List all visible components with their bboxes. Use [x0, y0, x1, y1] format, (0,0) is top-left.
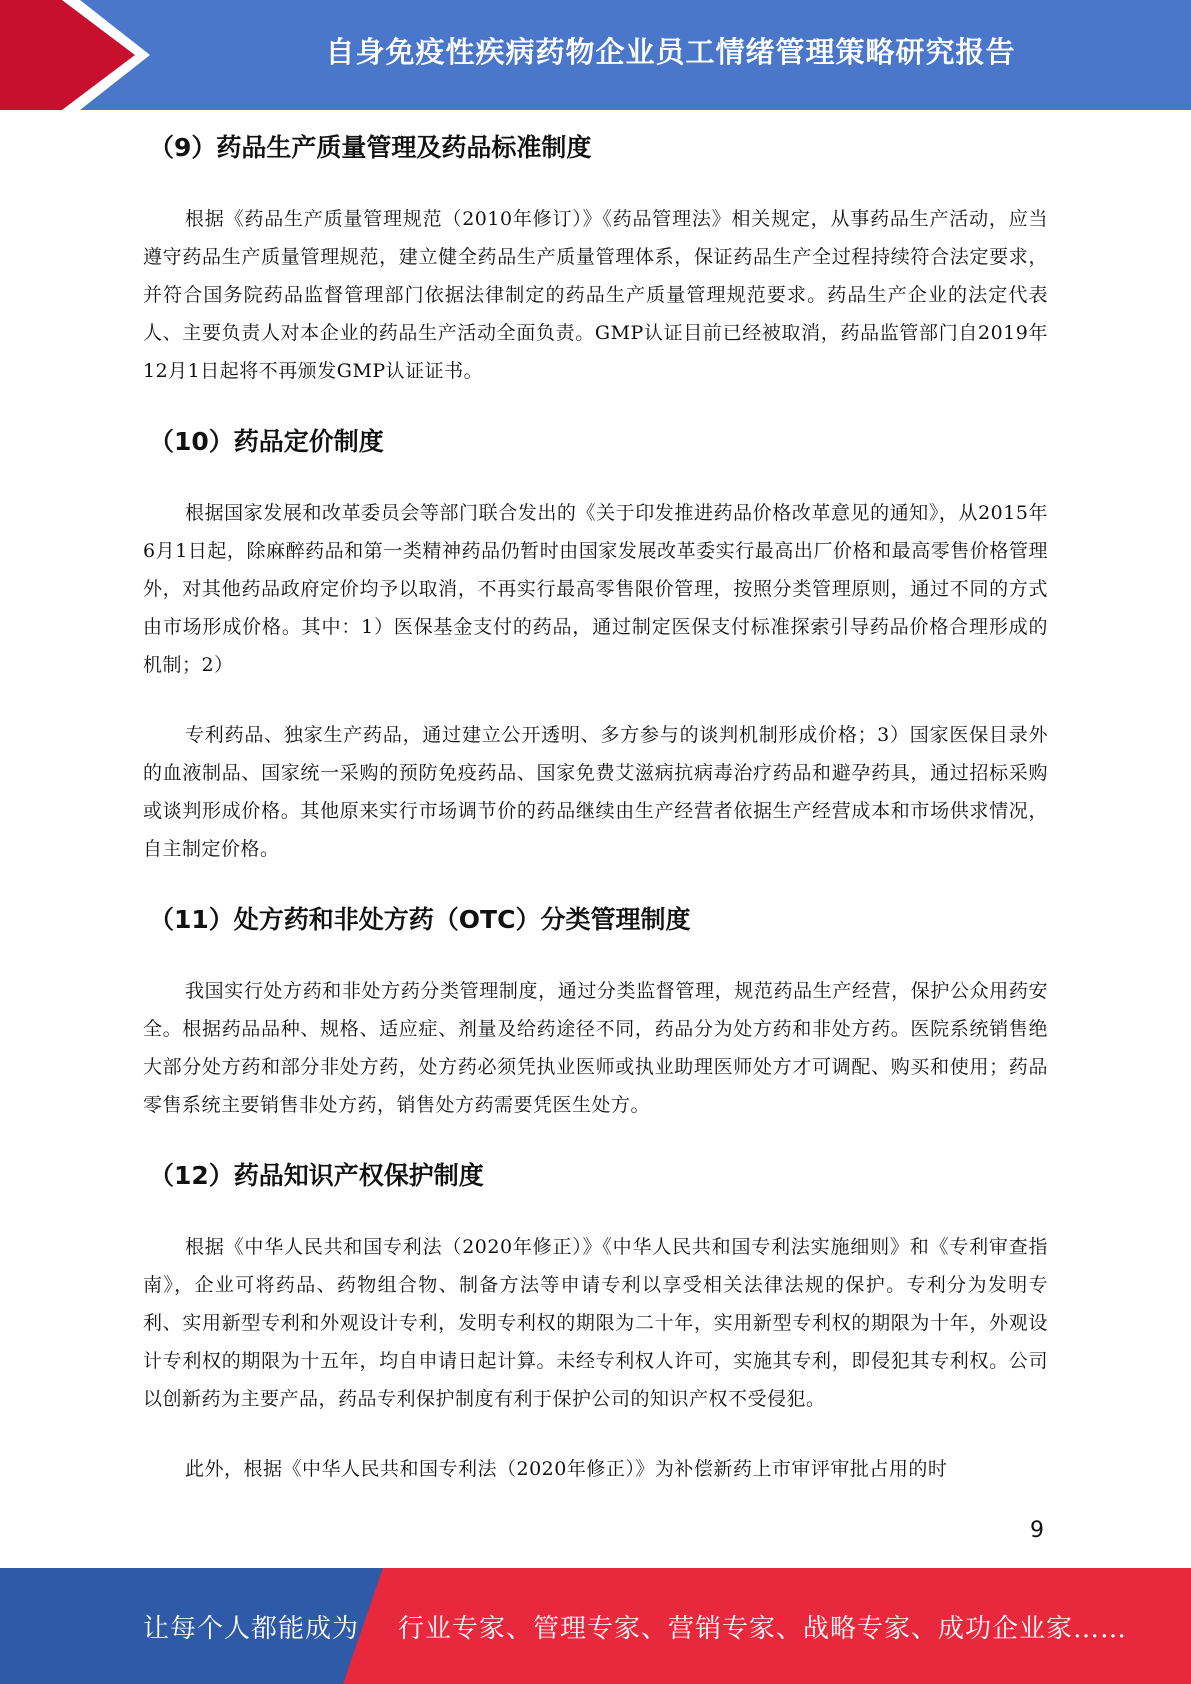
document-body: [143, 128, 1048, 1520]
section-9: [143, 128, 1048, 390]
page-header: [0, 0, 1191, 110]
paragraph: 根据《中华人民共和国专利法（2020年修正）》《中华人民共和国专利法实施细则》和《专利审查指南》，企业可将药品、药物组合物、制备方法等申请专利以享受相关法律法规的保护。专利分为发明专利、实用新型专利和外观设计专利，发明专利权的期限为二十年，实用新型专利权的期限为十年，外观设计专利权的期限为十五年，均自申请日起计算。未经专利权人许可，实施其专利，即侵犯其专利权。公司以创新药为主要产品，药品专利保护制度有利于保护公司的知识产权不受侵犯。: [143, 1236, 1048, 1410]
report-title: 自身免疫性疾病药物企业员工情绪管理策略研究报告: [325, 34, 1016, 69]
paragraph: 我国实行处方药和非处方药分类管理制度，通过分类监督管理，规范药品生产经营，保护公众用药安全。根据药品品种、规格、适应症、剂量及给药途径不同，药品分为处方药和非处方药。医院系统销售绝大部分处方药和部分非处方药，处方药必须凭执业医师或执业助理医师处方才可调配、购买和使用；药品零售系统主要销售非处方药，销售处方药需要凭医生处方。: [143, 980, 1048, 1116]
footer-slogan-right: 行业专家、管理专家、营销专家、战略专家、成功企业家……: [398, 1613, 1128, 1644]
section-heading: （12）药品知识产权保护制度: [149, 1161, 484, 1190]
section-10: [143, 422, 1048, 868]
paragraph: 此外，根据《中华人民共和国专利法（2020年修正）》为补偿新药上市审评审批占用的时: [185, 1458, 948, 1480]
section-heading: （11）处方药和非处方药（OTC）分类管理制度: [149, 905, 691, 934]
section-heading: （9）药品生产质量管理及药品标准制度: [149, 133, 592, 162]
header-chevron-decoration: [0, 0, 150, 110]
section-heading: （10）药品定价制度: [149, 427, 384, 456]
paragraph: 根据国家发展和改革委员会等部门联合发出的《关于印发推进药品价格改革意见的通知》，从2015年6月1日起，除麻醉药品和第一类精神药品仍暂时由国家发展改革委实行最高出厂价格和最高零售价格管理外，对其他药品政府定价均予以取消，不再实行最高零售限价管理，按照分类管理原则，通过不同的方式由市场形成价格。其中：1）医保基金支付的药品，通过制定医保支付标准探索引导药品价格合理形成的机制；2）: [143, 502, 1048, 676]
page-footer: [0, 1568, 1191, 1684]
section-12: [143, 1156, 1048, 1488]
section-11: [143, 900, 1048, 1124]
page-number: 9: [1030, 1518, 1044, 1543]
paragraph: 专利药品、独家生产药品，通过建立公开透明、多方参与的谈判机制形成价格；3）国家医保目录外的血液制品、国家统一采购的预防免疫药品、国家免费艾滋病抗病毒治疗药品和避孕药具，通过招标采购或谈判形成价格。其他原来实行市场调节价的药品继续由生产经营者依据生产经营成本和市场供求情况，自主制定价格。: [143, 724, 1048, 860]
footer-slogan-left: 让每个人都能成为: [143, 1613, 360, 1644]
paragraph: 根据《药品生产质量管理规范（2010年修订）》《药品管理法》相关规定，从事药品生产活动，应当遵守药品生产质量管理规范，建立健全药品生产质量管理体系，保证药品生产全过程持续符合法定要求，并符合国务院药品监督管理部门依据法律制定的药品生产质量管理规范要求。药品生产企业的法定代表人、主要负责人对本企业的药品生产活动全面负责。GMP认证目前已经被取消，药品监管部门自2019年12月1日起将不再颁发GMP认证证书。: [143, 208, 1048, 382]
